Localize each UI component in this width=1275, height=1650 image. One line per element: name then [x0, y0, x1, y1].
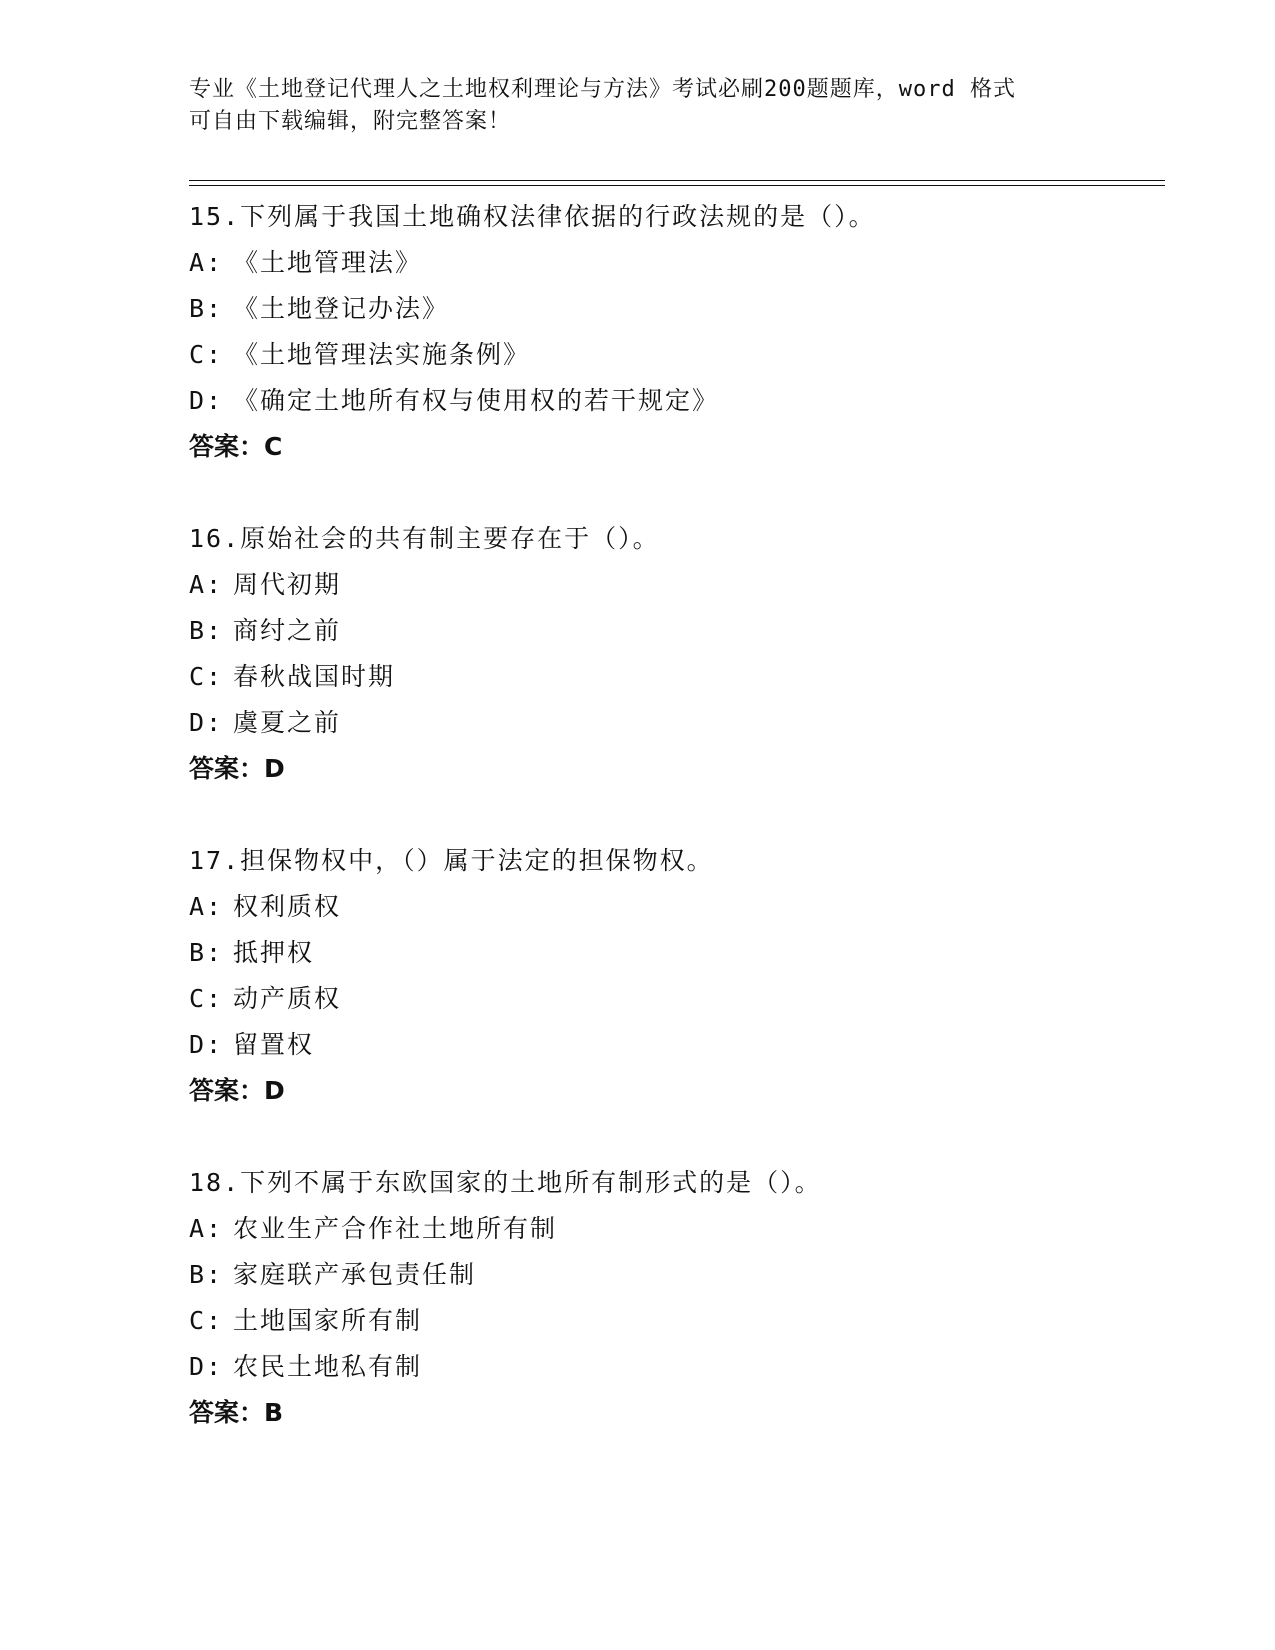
- option-letter: A:: [189, 248, 224, 277]
- option-letter: A:: [189, 892, 224, 921]
- option-c: [189, 654, 1149, 700]
- option-letter: B:: [189, 1260, 224, 1289]
- option-letter: A:: [189, 1214, 224, 1243]
- option-letter: A:: [189, 570, 224, 599]
- option-text: 家庭联产承包责任制: [233, 1260, 477, 1289]
- document-header: [189, 74, 1069, 138]
- question-18: [189, 1160, 1149, 1436]
- option-letter: D:: [189, 1030, 224, 1059]
- option-d: [189, 700, 1149, 746]
- answer-line: 答案：B: [189, 1398, 284, 1427]
- option-text: 《确定土地所有权与使用权的若干规定》: [233, 386, 720, 415]
- option-text: 留置权: [233, 1030, 315, 1059]
- header-divider-bottom: [189, 185, 1165, 186]
- header-line-2: 可自由下载编辑，附完整答案！: [189, 109, 512, 134]
- question-stem: 16.原始社会的共有制主要存在于（）。: [189, 524, 660, 553]
- option-text: 农民土地私有制: [233, 1352, 423, 1381]
- answer-line: 答案：D: [189, 754, 285, 783]
- question-16: [189, 516, 1149, 792]
- option-b: [189, 286, 1149, 332]
- option-text: 虞夏之前: [233, 708, 342, 737]
- option-text: 《土地管理法》: [233, 248, 423, 277]
- option-text: 商纣之前: [233, 616, 342, 645]
- option-a: [189, 884, 1149, 930]
- header-line-1: 专业《土地登记代理人之土地权利理论与方法》考试必刷200题题库，word 格式: [189, 77, 1016, 102]
- question-15: [189, 194, 1149, 470]
- option-text: 《土地管理法实施条例》: [233, 340, 531, 369]
- option-c: [189, 332, 1149, 378]
- answer-line: 答案：D: [189, 1076, 285, 1105]
- header-divider-top: [189, 180, 1165, 181]
- option-letter: C:: [189, 662, 224, 691]
- option-letter: D:: [189, 1352, 224, 1381]
- option-text: 《土地登记办法》: [233, 294, 450, 323]
- option-text: 土地国家所有制: [233, 1306, 423, 1335]
- option-d: [189, 378, 1149, 424]
- option-b: [189, 930, 1149, 976]
- option-letter: C:: [189, 984, 224, 1013]
- option-letter: B:: [189, 938, 224, 967]
- option-text: 动产质权: [233, 984, 342, 1013]
- option-letter: C:: [189, 340, 224, 369]
- option-text: 抵押权: [233, 938, 315, 967]
- option-d: [189, 1022, 1149, 1068]
- option-a: [189, 240, 1149, 286]
- option-letter: B:: [189, 616, 224, 645]
- option-b: [189, 608, 1149, 654]
- option-letter: C:: [189, 1306, 224, 1335]
- option-a: [189, 562, 1149, 608]
- option-text: 权利质权: [233, 892, 342, 921]
- question-list: [189, 194, 1149, 1482]
- option-letter: B:: [189, 294, 224, 323]
- option-letter: D:: [189, 386, 224, 415]
- option-a: [189, 1206, 1149, 1252]
- option-text: 周代初期: [233, 570, 342, 599]
- option-c: [189, 976, 1149, 1022]
- option-d: [189, 1344, 1149, 1390]
- option-c: [189, 1298, 1149, 1344]
- question-17: [189, 838, 1149, 1114]
- question-stem: 18.下列不属于东欧国家的土地所有制形式的是（）。: [189, 1168, 822, 1197]
- question-stem: 17.担保物权中，（）属于法定的担保物权。: [189, 846, 714, 875]
- answer-line: 答案：C: [189, 432, 283, 461]
- question-stem: 15.下列属于我国土地确权法律依据的行政法规的是（）。: [189, 202, 876, 231]
- option-b: [189, 1252, 1149, 1298]
- option-text: 农业生产合作社土地所有制: [233, 1214, 558, 1243]
- option-text: 春秋战国时期: [233, 662, 396, 691]
- option-letter: D:: [189, 708, 224, 737]
